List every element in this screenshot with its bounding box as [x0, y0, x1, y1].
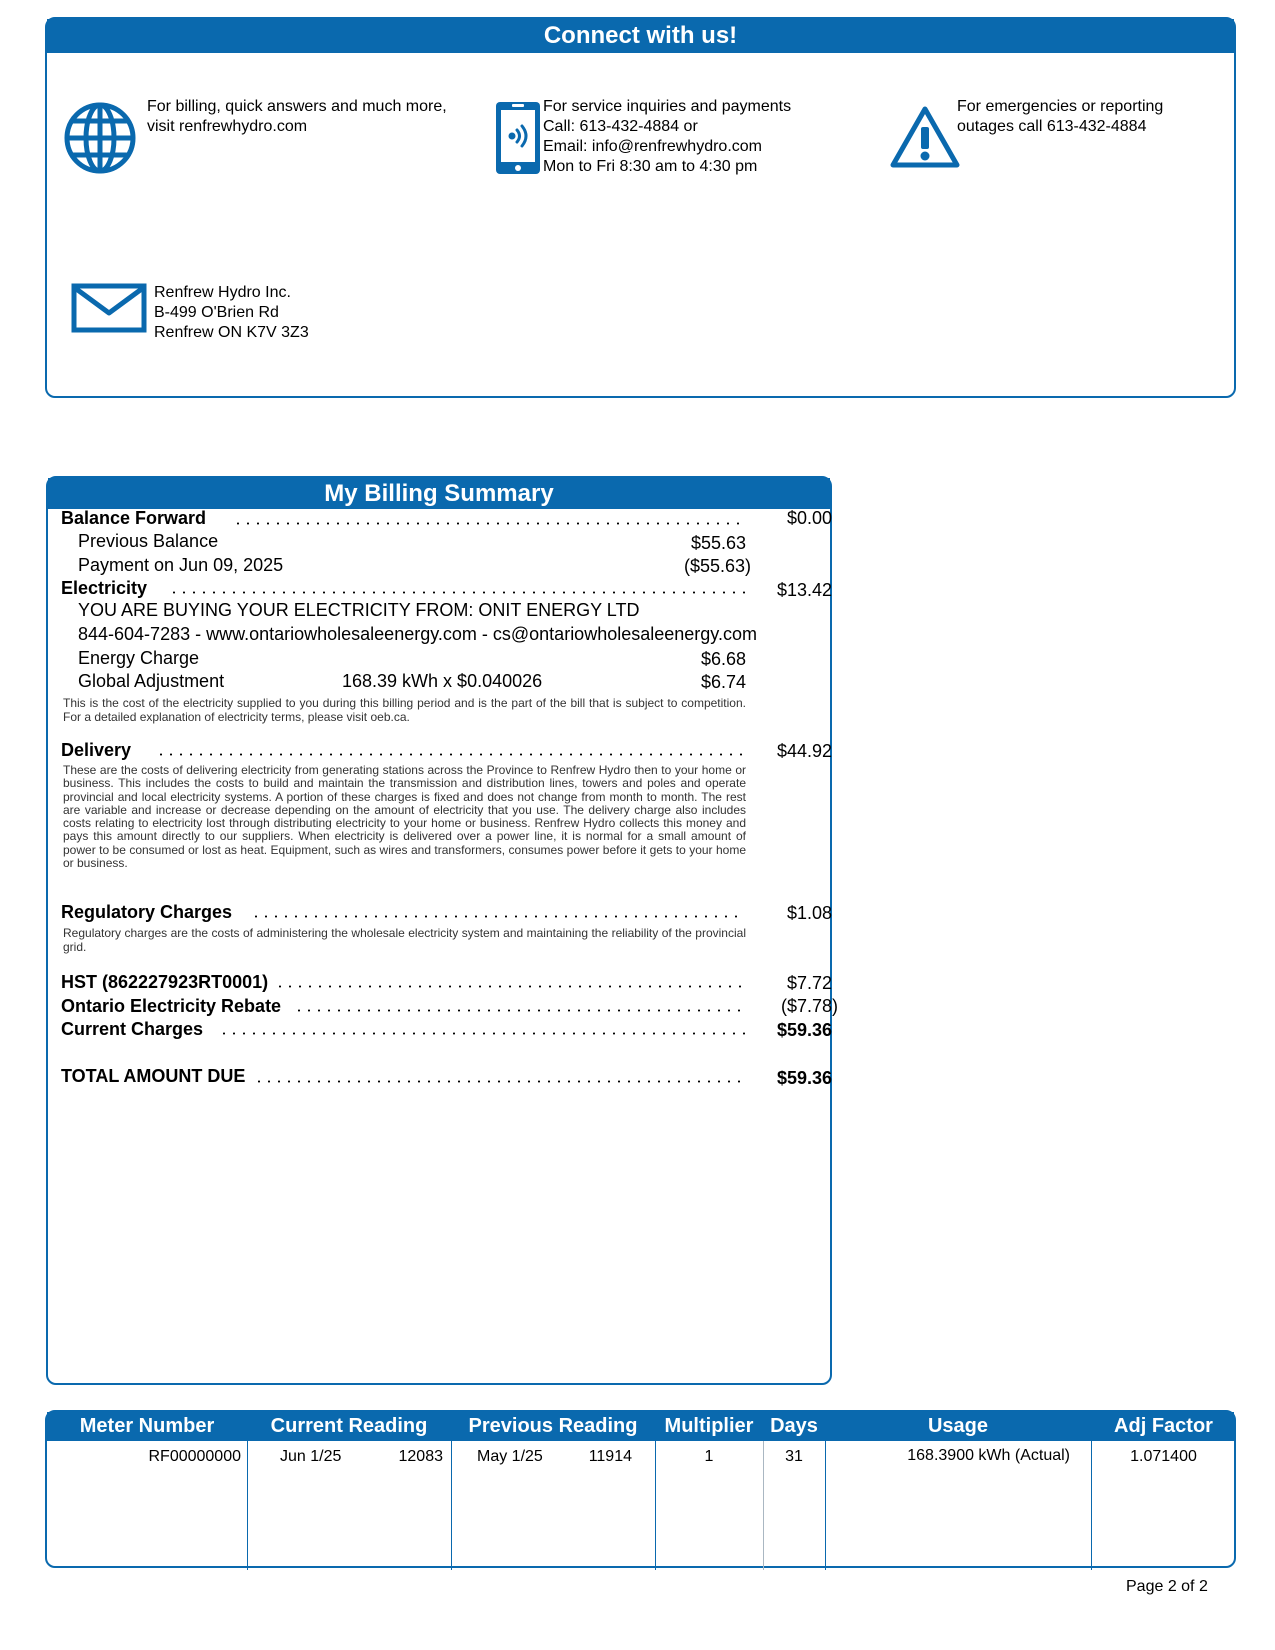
meter-reading-table	[45, 1410, 1236, 1568]
global-adjustment-amount: $6.74	[700, 672, 746, 692]
total-amount-due-label: TOTAL AMOUNT DUE	[61, 1066, 246, 1086]
col-usage: Usage	[927, 1415, 989, 1437]
previous-date-cell: May 1/25	[477, 1448, 543, 1465]
globe-icon	[63, 101, 137, 175]
delivery-amount: $44.92	[776, 741, 832, 761]
leader-dots	[219, 1032, 745, 1035]
col-meter-number: Meter Number	[79, 1415, 215, 1437]
billing-summary-panel	[46, 476, 838, 1385]
electricity-amount: $13.42	[776, 580, 832, 600]
meter-number-cell: RF00000000	[148, 1448, 241, 1465]
energy-charge-label: Energy Charge	[78, 648, 200, 668]
col-previous-reading: Previous Reading	[468, 1415, 638, 1437]
leader-dots	[294, 1009, 745, 1012]
delivery-label: Delivery	[61, 740, 132, 760]
adj-factor-cell: 1.071400	[1130, 1448, 1197, 1465]
hst-label: HST (862227923RT0001)	[61, 972, 269, 992]
electricity-note: This is the cost of the electricity supplied to you during this billing period and is the part of the bill that is subject to competition. For a detailed explanation of electricity terms, please visit oeb.ca.	[63, 696, 746, 724]
rebate-amount: ($7.78)	[780, 996, 838, 1016]
usage-cell: 168.3900 kWh (Actual)	[907, 1447, 1070, 1464]
column-divider	[247, 1441, 248, 1570]
days-cell: 31	[785, 1448, 803, 1465]
delivery-note: These are the costs of delivering electricity from generating stations across the Province to Renfrew Hydro then to your home or business. This includes the costs to build and maintain the transmission and distribution lines, towers and poles and operate provincial and local electricity systems. A portion of these charges is fixed and does not change from month to month. The rest are variable and increase or decrease depending on the amount of electricity that you use. The delivery charge also includes costs relating to electricity lost through distributing electricity to your home or business. Renfrew Hydro collects this money and pays this amount directly to our suppliers. When electricity is delivered over a power line, it is normal for a small amount of power to be consumed or lost as heat. Equipment, such as wires and transformers, consumes power before it gets to your home or business.	[63, 763, 746, 871]
phone-icon	[494, 100, 542, 176]
balance-forward-amount: $0.00	[786, 508, 832, 528]
balance-forward-label: Balance Forward	[61, 508, 207, 528]
current-charges-amount: $59.36	[776, 1020, 832, 1040]
leader-dots	[275, 985, 745, 988]
leader-dots	[251, 915, 745, 918]
payment-amount: ($55.63)	[683, 556, 751, 576]
col-days: Days	[770, 1415, 818, 1437]
warning-icon	[889, 105, 961, 169]
current-reading-cell: 12083	[398, 1448, 443, 1465]
energy-charge-amount: $6.68	[700, 649, 746, 669]
previous-balance-label: Previous Balance	[78, 531, 219, 551]
leader-dots	[233, 522, 745, 525]
global-adjustment-label: Global Adjustment	[78, 671, 225, 691]
previous-balance-amount: $55.63	[690, 533, 746, 553]
global-adjustment-detail: 168.39 kWh x $0.040026	[342, 671, 543, 691]
electricity-label: Electricity	[61, 578, 148, 598]
connect-title: Connect with us!	[47, 19, 1234, 53]
hst-amount: $7.72	[786, 973, 832, 993]
connect-panel	[45, 17, 1236, 398]
total-amount-due: $59.36	[776, 1068, 832, 1088]
leader-dots	[254, 1080, 745, 1083]
supplier-contact: 844-604-7283 - www.ontariowholesaleenergy.com - cs@ontariowholesaleenergy.com	[78, 624, 757, 644]
payment-label: Payment on Jun 09, 2025	[78, 555, 284, 575]
col-multiplier: Multiplier	[664, 1415, 754, 1437]
billing-summary-title: My Billing Summary	[48, 478, 830, 509]
regulatory-amount: $1.08	[786, 903, 832, 923]
col-current-reading: Current Reading	[270, 1415, 428, 1437]
mailing-address: Renfrew Hydro Inc. B-499 O'Brien Rd Renfrew ON K7V 3Z3	[154, 284, 309, 341]
regulatory-note: Regulatory charges are the costs of administering the wholesale electricity system and maintaining the reliability of the provincial grid.	[63, 926, 746, 954]
regulatory-label: Regulatory Charges	[61, 902, 233, 922]
col-adj-factor: Adj Factor	[1114, 1415, 1213, 1437]
leader-dots	[169, 591, 745, 594]
service-info: For service inquiries and payments Call: 613-432-4884 or Email: info@renfrewhydro.com Mon to Fri 8:30 am to 4:30 pm	[543, 98, 792, 175]
column-divider	[451, 1441, 452, 1570]
current-charges-label: Current Charges	[61, 1019, 204, 1039]
supplier-line: YOU ARE BUYING YOUR ELECTRICITY FROM: ONIT ENERGY LTD	[78, 600, 640, 620]
current-date-cell: Jun 1/25	[280, 1448, 342, 1465]
page-number: Page 2 of 2	[1126, 1578, 1208, 1595]
emergency-info: For emergencies or reporting outages call 613-432-4884	[957, 98, 1164, 135]
web-info: For billing, quick answers and much more, visit renfrewhydro.com	[147, 98, 447, 135]
rebate-label: Ontario Electricity Rebate	[61, 996, 282, 1016]
envelope-icon	[71, 283, 147, 333]
leader-dots	[156, 753, 745, 756]
multiplier-cell: 1	[704, 1448, 714, 1465]
previous-reading-cell: 11914	[588, 1448, 632, 1465]
